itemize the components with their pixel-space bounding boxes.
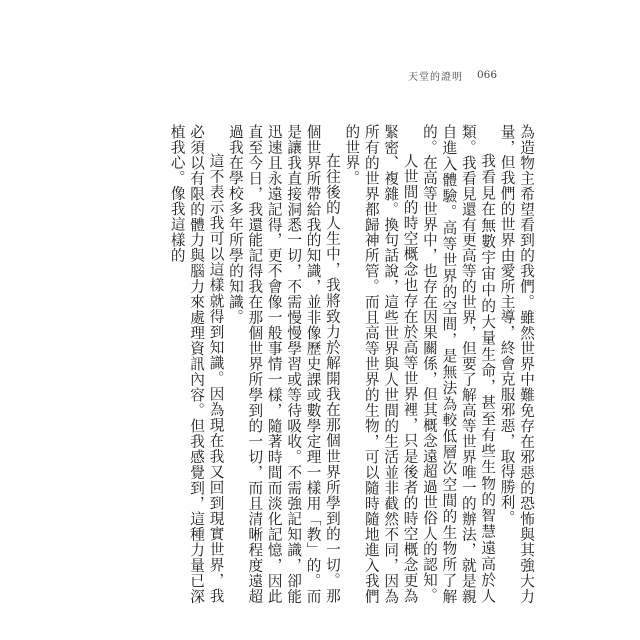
page-number: 066 [477,69,498,81]
paragraph-2: 我看見在無數宇宙中的大量生命，甚至有些生物的智慧遠高於人類。我看見還有更高等的世界，但要了解高等世界唯一的辦法，就是親自進入體驗。高等世界的空間，是無法為較低層次空間的生物所了解的。在高等世界中，也存在因果關係，但其概念遠超過世俗人的認知。 [420,124,497,604]
running-header [408,68,528,82]
paragraph-5: 這不表示我可以這樣就得到知識。因為現在我又回到現實世界，我必須以有限的體力與腦力來處理資訊內容。但我感覺到，這種力量已深植我心。像我這樣的 [168,124,225,604]
paragraph-4: 在往後的人生中，我將致力於解開我在那個世界所學到的一切。那個世界所帶給我的知識，並非像歷史課或數學定理一樣用「教」的。而是讓我直接洞悉一切，不需慢慢學習或等待吸收。不需強記知識，卻能迅速且永遠記得，更不會像一般事情一樣，隨著時間而淡化記憶，因此直至今日，我還能記得我在那個世界所學到的一切，而且清晰程度遠超過我在學校多年所學的知識。 [226,124,341,604]
text-body [167,124,536,604]
paragraph-3: 人世間的時空概念也存在於高等世界裡，只是後者的時空概念更為緊密、複雜。換句話說，這些世界與人世間的生活並非截然不同，因為所有的世界都歸神所管。而且高等世界的生物，可以隨時隨地進入我們的世界。 [343,124,419,604]
paragraph-1: 為造物主希望看到的我們。雖然世界中難免存在邪惡的恐怖與其強大力量，但我們的世界由愛所主導，終會克服邪惡，取得勝利。 [498,124,535,604]
book-title: 天堂的證明 [408,71,463,83]
